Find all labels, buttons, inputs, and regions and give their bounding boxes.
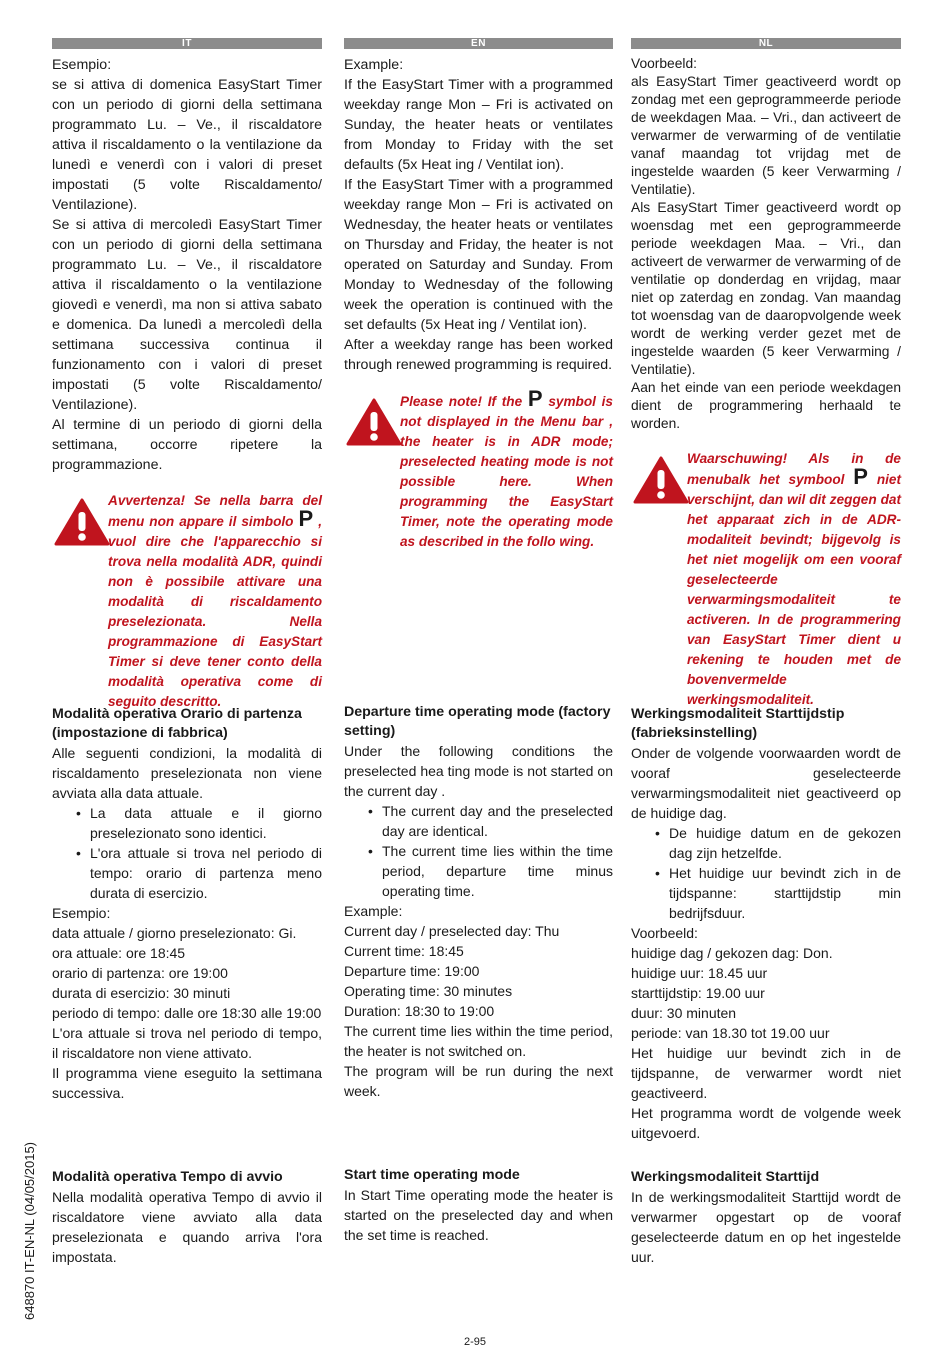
section-body: [52, 743, 322, 1103]
p-symbol: P: [527, 386, 543, 411]
start-section-en: [344, 1166, 613, 1245]
example-line: The program will be run during the next week.: [344, 1063, 613, 1099]
warning-text-start: Waarschuwing! Als in de menubalk het symbool: [687, 451, 901, 487]
p-symbol: P: [853, 464, 868, 489]
section-intro: Onder de volgende voorwaarden wordt de vooraf geselecteerde verwarmingsmodaliteit niet geactiveerd op de huidige dag.: [631, 745, 901, 821]
departure-section-en: [344, 703, 613, 1101]
example-line: Het huidige uur bevindt zich in de tijdspanne, de verwarmer wordt niet geactiveerd.: [631, 1045, 901, 1101]
warning-text: [400, 386, 613, 552]
list-item: • The current time lies within the time period, departure time minus operating time.: [382, 841, 613, 901]
example-line: Example:: [344, 903, 403, 919]
list-item: • The current day and the preselected day are identical.: [382, 801, 613, 841]
language-header-it: IT: [52, 38, 322, 49]
conditions-list: [344, 801, 613, 901]
column-en: [344, 38, 613, 552]
warning-note-en: [344, 386, 613, 552]
section-title: Departure time operating mode (factory setting): [344, 704, 611, 739]
column-nl: [631, 38, 901, 710]
intro-paragraph: als EasyStart Timer geactiveerd wordt op zondag met een geprogrammeerde periode de weekdagen Maa. – Vri., dan activeert de verwarmer de verwarming of de ventilatie vanaf maandag tot vrijdag met de ingestelde waarden (5 keer Verwarming / Ventilatie).: [631, 74, 901, 197]
section-body: Nella modalità operativa Tempo di avvio il riscaldatore viene avviato alla data preselezionata e quando arriva l'ora impostata.: [52, 1189, 322, 1265]
intro-paragraph: If the EasyStart Timer with a programmed weekday range Mon – Fri is activated on Sunday, the heater heats or ventilates from Monday to Friday with the set defaults (5x Heat ing / Ventilat ion).: [344, 77, 613, 173]
example-line: Departure time: 19:00: [344, 963, 480, 979]
section-title: Modalità operativa Tempo di avvio: [52, 1169, 283, 1185]
intro-paragraph: If the EasyStart Timer with a programmed weekday range Mon – Fri is activated on Wednesday, the heater heats or ventilates on Thursday and Friday, the heater is not operated on Saturday and Sunday. From Monday to Wednesday of the following week the operation is continued with the set defaults (5x Heat ing / Ventilat ion).: [344, 177, 613, 333]
warning-text-start: Please note! If the: [400, 394, 523, 409]
warning-text-end: symbol is not displayed in the Menu bar , the heater is in ADR mode; preselected heating mode is not possible here. When programming the EasyStart Timer, note the operating mode as described in the follo wing.: [400, 394, 613, 549]
list-item: • La data attuale e il giorno preselezionato sono identici.: [90, 803, 322, 843]
example-line: huidige uur: 18.45 uur: [631, 965, 768, 981]
column-it: [52, 38, 322, 712]
section-title: Modalità operativa Orario di partenza (impostazione di fabbrica): [52, 706, 302, 741]
section-intro: Under the following conditions the preselected hea ting mode is not started on the current day .: [344, 743, 613, 799]
list-item: • De huidige datum en de gekozen dag zijn hetzelfde.: [669, 823, 901, 863]
intro-paragraph: Se si attiva di mercoledì EasyStart Timer con un periodo di giorni della settimana programmato Lu. – Ve., il riscaldatore attiva il riscaldamento o la ventilazione giovedì e venerdì, ma non si attiva sabato e domenica. Da lunedì a mercoledì della settimana successiva continua il funzionamento con i valori di preset impostati (5 volte Riscaldamento/ Ventilazione).: [52, 217, 322, 413]
example-line: Operating time: 30 minutes: [344, 983, 513, 999]
language-header-nl: NL: [631, 38, 901, 49]
intro-paragraph: se si attiva di domenica EasyStart Timer con un periodo di giorni della settimana programmato Lu. – Ve., il riscaldatore attiva il riscaldamento o la ventilazione da lunedì e venerdì con i valori di preset impostati (5 volte Riscaldamento/ Ventilazione).: [52, 77, 322, 213]
list-item: • Het huidige uur bevindt zich in de tijdspanne: starttijdstip min bedrijfsduur.: [669, 863, 901, 923]
warning-note-nl: [631, 449, 901, 710]
section-title: Start time operating mode: [344, 1167, 520, 1183]
intro-en: [344, 55, 613, 375]
departure-section-it: [52, 705, 322, 1103]
section-body: In Start Time operating mode the heater is started on the preselected day and when the set time is reached.: [344, 1187, 613, 1243]
example-line: L'ora attuale si trova nel periodo di tempo, il riscaldatore non viene attivato.: [52, 1025, 322, 1061]
example-line: starttijdstip: 19.00 uur: [631, 985, 765, 1001]
intro-paragraph: Example:: [344, 57, 404, 73]
intro-paragraph: Al termine di un periodo di giorni della settimana, occorre ripetere la programmazione.: [52, 417, 322, 473]
intro-paragraph: Esempio:: [52, 57, 112, 73]
example-line: periodo di tempo: dalle ore 18:30 alle 19:00: [52, 1005, 322, 1021]
departure-section-nl: [631, 705, 901, 1143]
warning-triangle-icon: [54, 497, 110, 547]
warning-triangle-icon: [346, 397, 402, 447]
conditions-list: [631, 823, 901, 923]
list-item: • L'ora attuale si trova nel periodo di tempo: orario di partenza meno durata di esercizio.: [90, 843, 322, 903]
example-line: Current day / preselected day: Thu: [344, 923, 560, 939]
intro-paragraph: Aan het einde van een periode weekdagen dient de programmering herhaald te worden.: [631, 380, 901, 431]
example-line: Current time: 18:45: [344, 943, 464, 959]
example-line: data attuale / giorno preselezionato: Gi.: [52, 925, 297, 941]
example-line: The current time lies within the time period, the heater is not switched on.: [344, 1023, 613, 1059]
example-line: durata di esercizio: 30 minuti: [52, 985, 231, 1001]
start-section-nl: [631, 1168, 901, 1267]
example-line: ora attuale: ore 18:45: [52, 945, 186, 961]
example-line: orario di partenza: ore 19:00: [52, 965, 228, 981]
intro-paragraph: After a weekday range has been worked through renewed programming is required.: [344, 337, 613, 373]
warning-text-end: niet verschijnt, dan wil dit zeggen dat het apparaat zich in de ADR-modaliteit bevindt; bijgevolg is het niet mogelijk om een vooraf geselecteerde verwarmingsmodaliteit te activeren. In de programmering van EasyStart Timer dient u rekening te houden met de bovenvermelde werkingsmodaliteit.: [687, 472, 902, 707]
document-id: 648870 IT-EN-NL (04/05/2015): [22, 1141, 37, 1320]
example-line: Il programma viene eseguito la settimana successiva.: [52, 1065, 322, 1101]
section-intro: Alle seguenti condizioni, la modalità di riscaldamento preselezionata non viene avviata alla data attuale.: [52, 745, 322, 801]
section-body: [344, 741, 613, 1101]
example-line: Duration: 18:30 to 19:00: [344, 1003, 495, 1019]
example-line: Het programma wordt de volgende week uitgevoerd.: [631, 1105, 901, 1141]
intro-nl: [631, 55, 901, 433]
example-line: Voorbeeld:: [631, 925, 698, 941]
warning-note-it: [52, 491, 322, 712]
page-number: 2-95: [463, 1336, 487, 1348]
warning-text-end: , vuol dire che l'apparecchio si trova nella modalità ADR, quindi non è possibile attivare una modalità di riscaldamento preselezionata. Nella programmazione di EasyStart Timer si deve tener conto della modalità operativa come di seguito descritto.: [108, 514, 323, 709]
example-line: duur: 30 minuten: [631, 1005, 737, 1021]
section-title: Werkingsmodaliteit Starttijd: [631, 1169, 820, 1185]
conditions-list: [52, 803, 322, 903]
start-section-it: [52, 1168, 322, 1267]
warning-text: [108, 491, 322, 712]
example-line: periode: van 18.30 tot 19.00 uur: [631, 1025, 830, 1041]
intro-paragraph: Als EasyStart Timer geactiveerd wordt op woensdag met een geprogrammeerde periode weekdagen Maa. – Vri., dan activeert de verwarmer de verwarming of de ventilatie op donderdag en vrijdag, maar niet op zaterdag en zondag. Van maandag tot woensdag van de daaropvolgende week wordt de werking verder gezet met de ingestelde waarden (5 keer Verwarming / Ventilatie).: [631, 200, 901, 377]
section-title: Werkingsmodaliteit Starttijdstip (fabrieksinstelling): [631, 706, 845, 741]
section-body: [631, 743, 901, 1143]
intro-it: [52, 55, 322, 475]
warning-triangle-icon: [633, 455, 689, 505]
intro-paragraph: Voorbeeld:: [631, 56, 697, 71]
example-line: Esempio:: [52, 905, 111, 921]
example-line: huidige dag / gekozen dag: Don.: [631, 945, 833, 961]
p-symbol: P: [298, 506, 314, 531]
section-body: In de werkingsmodaliteit Starttijd wordt de verwarmer opgestart op de vooraf geselecteerde datum en op het ingestelde uur.: [631, 1189, 901, 1265]
warning-text-start: Avvertenza! Se nella barra del menu non appare il simbolo: [108, 493, 322, 529]
warning-text: [687, 449, 901, 710]
language-header-en: EN: [344, 38, 613, 49]
